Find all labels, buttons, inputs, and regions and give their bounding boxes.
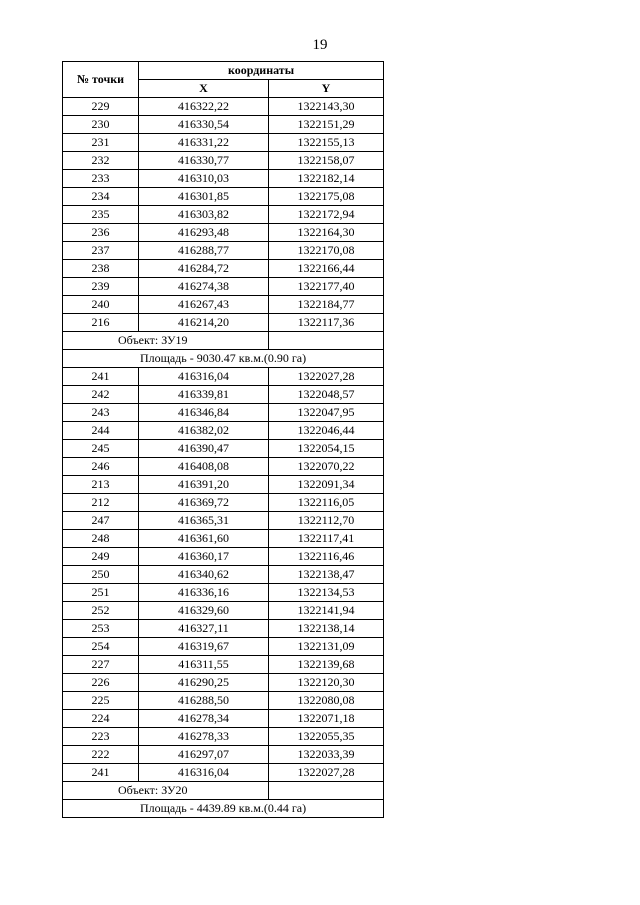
point-number-cell: 253 <box>63 620 139 638</box>
point-number-cell: 232 <box>63 152 139 170</box>
y-coordinate-cell: 1322182,14 <box>269 170 384 188</box>
x-coordinate-cell: 416322,22 <box>139 98 269 116</box>
point-number-cell: 227 <box>63 656 139 674</box>
table-row <box>63 278 384 296</box>
table-row <box>63 692 384 710</box>
y-coordinate-cell: 1322138,47 <box>269 566 384 584</box>
x-coordinate-cell: 416390,47 <box>139 440 269 458</box>
table-header-row <box>63 62 384 80</box>
table-row <box>63 512 384 530</box>
header-coordinates: координаты <box>139 62 384 80</box>
y-coordinate-cell: 1322172,94 <box>269 206 384 224</box>
y-coordinate-cell: 1322055,35 <box>269 728 384 746</box>
table-row <box>63 404 384 422</box>
table-row <box>63 224 384 242</box>
header-y: Y <box>269 80 384 98</box>
y-coordinate-cell: 1322166,44 <box>269 260 384 278</box>
x-coordinate-cell: 416288,50 <box>139 692 269 710</box>
point-number-cell: 229 <box>63 98 139 116</box>
x-coordinate-cell: 416310,03 <box>139 170 269 188</box>
object-empty-cell <box>269 782 384 800</box>
table-row <box>63 458 384 476</box>
x-coordinate-cell: 416339,81 <box>139 386 269 404</box>
x-coordinate-cell: 416336,16 <box>139 584 269 602</box>
table-row <box>63 296 384 314</box>
table-row <box>63 386 384 404</box>
table-row <box>63 170 384 188</box>
y-coordinate-cell: 1322164,30 <box>269 224 384 242</box>
point-number-cell: 240 <box>63 296 139 314</box>
x-coordinate-cell: 416274,38 <box>139 278 269 296</box>
point-number-cell: 247 <box>63 512 139 530</box>
point-number-cell: 222 <box>63 746 139 764</box>
y-coordinate-cell: 1322134,53 <box>269 584 384 602</box>
x-coordinate-cell: 416391,20 <box>139 476 269 494</box>
x-coordinate-cell: 416316,04 <box>139 764 269 782</box>
x-coordinate-cell: 416369,72 <box>139 494 269 512</box>
table-row <box>63 584 384 602</box>
point-number-cell: 254 <box>63 638 139 656</box>
y-coordinate-cell: 1322070,22 <box>269 458 384 476</box>
table-row <box>63 656 384 674</box>
table-row <box>63 134 384 152</box>
table-row <box>63 260 384 278</box>
y-coordinate-cell: 1322138,14 <box>269 620 384 638</box>
y-coordinate-cell: 1322047,95 <box>269 404 384 422</box>
table-row <box>63 710 384 728</box>
area-row <box>63 350 384 368</box>
y-coordinate-cell: 1322027,28 <box>269 764 384 782</box>
x-coordinate-cell: 416365,31 <box>139 512 269 530</box>
x-coordinate-cell: 416330,54 <box>139 116 269 134</box>
point-number-cell: 246 <box>63 458 139 476</box>
point-number-cell: 226 <box>63 674 139 692</box>
table-row <box>63 548 384 566</box>
point-number-cell: 250 <box>63 566 139 584</box>
x-coordinate-cell: 416327,11 <box>139 620 269 638</box>
x-coordinate-cell: 416214,20 <box>139 314 269 332</box>
area-label: Площадь - 4439.89 кв.м.(0.44 га) <box>63 800 384 818</box>
y-coordinate-cell: 1322116,46 <box>269 548 384 566</box>
y-coordinate-cell: 1322117,36 <box>269 314 384 332</box>
y-coordinate-cell: 1322091,34 <box>269 476 384 494</box>
table-row <box>63 206 384 224</box>
area-row <box>63 800 384 818</box>
y-coordinate-cell: 1322080,08 <box>269 692 384 710</box>
y-coordinate-cell: 1322139,68 <box>269 656 384 674</box>
table-row <box>63 98 384 116</box>
x-coordinate-cell: 416284,72 <box>139 260 269 278</box>
point-number-cell: 238 <box>63 260 139 278</box>
point-number-cell: 230 <box>63 116 139 134</box>
table-row <box>63 422 384 440</box>
point-number-cell: 248 <box>63 530 139 548</box>
object-label: Объект: ЗУ19 <box>63 332 269 350</box>
table-row <box>63 242 384 260</box>
point-number-cell: 233 <box>63 170 139 188</box>
table-row <box>63 674 384 692</box>
point-number-cell: 213 <box>63 476 139 494</box>
x-coordinate-cell: 416311,55 <box>139 656 269 674</box>
y-coordinate-cell: 1322033,39 <box>269 746 384 764</box>
page-number: 19 <box>312 37 328 53</box>
point-number-cell: 212 <box>63 494 139 512</box>
point-number-cell: 242 <box>63 386 139 404</box>
x-coordinate-cell: 416303,82 <box>139 206 269 224</box>
y-coordinate-cell: 1322120,30 <box>269 674 384 692</box>
point-number-cell: 241 <box>63 764 139 782</box>
y-coordinate-cell: 1322177,40 <box>269 278 384 296</box>
x-coordinate-cell: 416330,77 <box>139 152 269 170</box>
table-row <box>63 494 384 512</box>
table-row <box>63 476 384 494</box>
x-coordinate-cell: 416408,08 <box>139 458 269 476</box>
x-coordinate-cell: 416340,62 <box>139 566 269 584</box>
table-row <box>63 620 384 638</box>
x-coordinate-cell: 416329,60 <box>139 602 269 620</box>
object-empty-cell <box>269 332 384 350</box>
point-number-cell: 225 <box>63 692 139 710</box>
x-coordinate-cell: 416360,17 <box>139 548 269 566</box>
point-number-cell: 234 <box>63 188 139 206</box>
y-coordinate-cell: 1322046,44 <box>269 422 384 440</box>
y-coordinate-cell: 1322143,30 <box>269 98 384 116</box>
y-coordinate-cell: 1322054,15 <box>269 440 384 458</box>
area-label: Площадь - 9030.47 кв.м.(0.90 га) <box>63 350 384 368</box>
y-coordinate-cell: 1322155,13 <box>269 134 384 152</box>
x-coordinate-cell: 416361,60 <box>139 530 269 548</box>
y-coordinate-cell: 1322151,29 <box>269 116 384 134</box>
x-coordinate-cell: 416293,48 <box>139 224 269 242</box>
x-coordinate-cell: 416297,07 <box>139 746 269 764</box>
x-coordinate-cell: 416278,34 <box>139 710 269 728</box>
y-coordinate-cell: 1322141,94 <box>269 602 384 620</box>
y-coordinate-cell: 1322116,05 <box>269 494 384 512</box>
point-number-cell: 251 <box>63 584 139 602</box>
table-row <box>63 314 384 332</box>
y-coordinate-cell: 1322131,09 <box>269 638 384 656</box>
y-coordinate-cell: 1322048,57 <box>269 386 384 404</box>
object-row <box>63 782 384 800</box>
point-number-cell: 252 <box>63 602 139 620</box>
table-row <box>63 638 384 656</box>
table-row <box>63 530 384 548</box>
x-coordinate-cell: 416267,43 <box>139 296 269 314</box>
point-number-cell: 243 <box>63 404 139 422</box>
table-row <box>63 746 384 764</box>
y-coordinate-cell: 1322170,08 <box>269 242 384 260</box>
point-number-cell: 241 <box>63 368 139 386</box>
y-coordinate-cell: 1322071,18 <box>269 710 384 728</box>
object-row <box>63 332 384 350</box>
x-coordinate-cell: 416278,33 <box>139 728 269 746</box>
point-number-cell: 244 <box>63 422 139 440</box>
x-coordinate-cell: 416319,67 <box>139 638 269 656</box>
x-coordinate-cell: 416331,22 <box>139 134 269 152</box>
y-coordinate-cell: 1322175,08 <box>269 188 384 206</box>
table-row <box>63 368 384 386</box>
table-row <box>63 116 384 134</box>
table-row <box>63 152 384 170</box>
point-number-cell: 236 <box>63 224 139 242</box>
x-coordinate-cell: 416301,85 <box>139 188 269 206</box>
point-number-cell: 249 <box>63 548 139 566</box>
x-coordinate-cell: 416288,77 <box>139 242 269 260</box>
table-row <box>63 728 384 746</box>
y-coordinate-cell: 1322184,77 <box>269 296 384 314</box>
table-body <box>63 98 384 818</box>
table-row <box>63 764 384 782</box>
y-coordinate-cell: 1322112,70 <box>269 512 384 530</box>
point-number-cell: 231 <box>63 134 139 152</box>
table-row <box>63 188 384 206</box>
y-coordinate-cell: 1322158,07 <box>269 152 384 170</box>
x-coordinate-cell: 416346,84 <box>139 404 269 422</box>
table-row <box>63 440 384 458</box>
point-number-cell: 239 <box>63 278 139 296</box>
point-number-cell: 245 <box>63 440 139 458</box>
table-row <box>63 566 384 584</box>
point-number-cell: 237 <box>63 242 139 260</box>
table-row <box>63 602 384 620</box>
point-number-cell: 224 <box>63 710 139 728</box>
point-number-cell: 216 <box>63 314 139 332</box>
x-coordinate-cell: 416316,04 <box>139 368 269 386</box>
point-number-cell: 235 <box>63 206 139 224</box>
header-point-number: № точки <box>63 62 139 98</box>
x-coordinate-cell: 416382,02 <box>139 422 269 440</box>
y-coordinate-cell: 1322117,41 <box>269 530 384 548</box>
y-coordinate-cell: 1322027,28 <box>269 368 384 386</box>
coordinates-table <box>62 61 384 818</box>
object-label: Объект: ЗУ20 <box>63 782 269 800</box>
header-x: X <box>139 80 269 98</box>
x-coordinate-cell: 416290,25 <box>139 674 269 692</box>
point-number-cell: 223 <box>63 728 139 746</box>
